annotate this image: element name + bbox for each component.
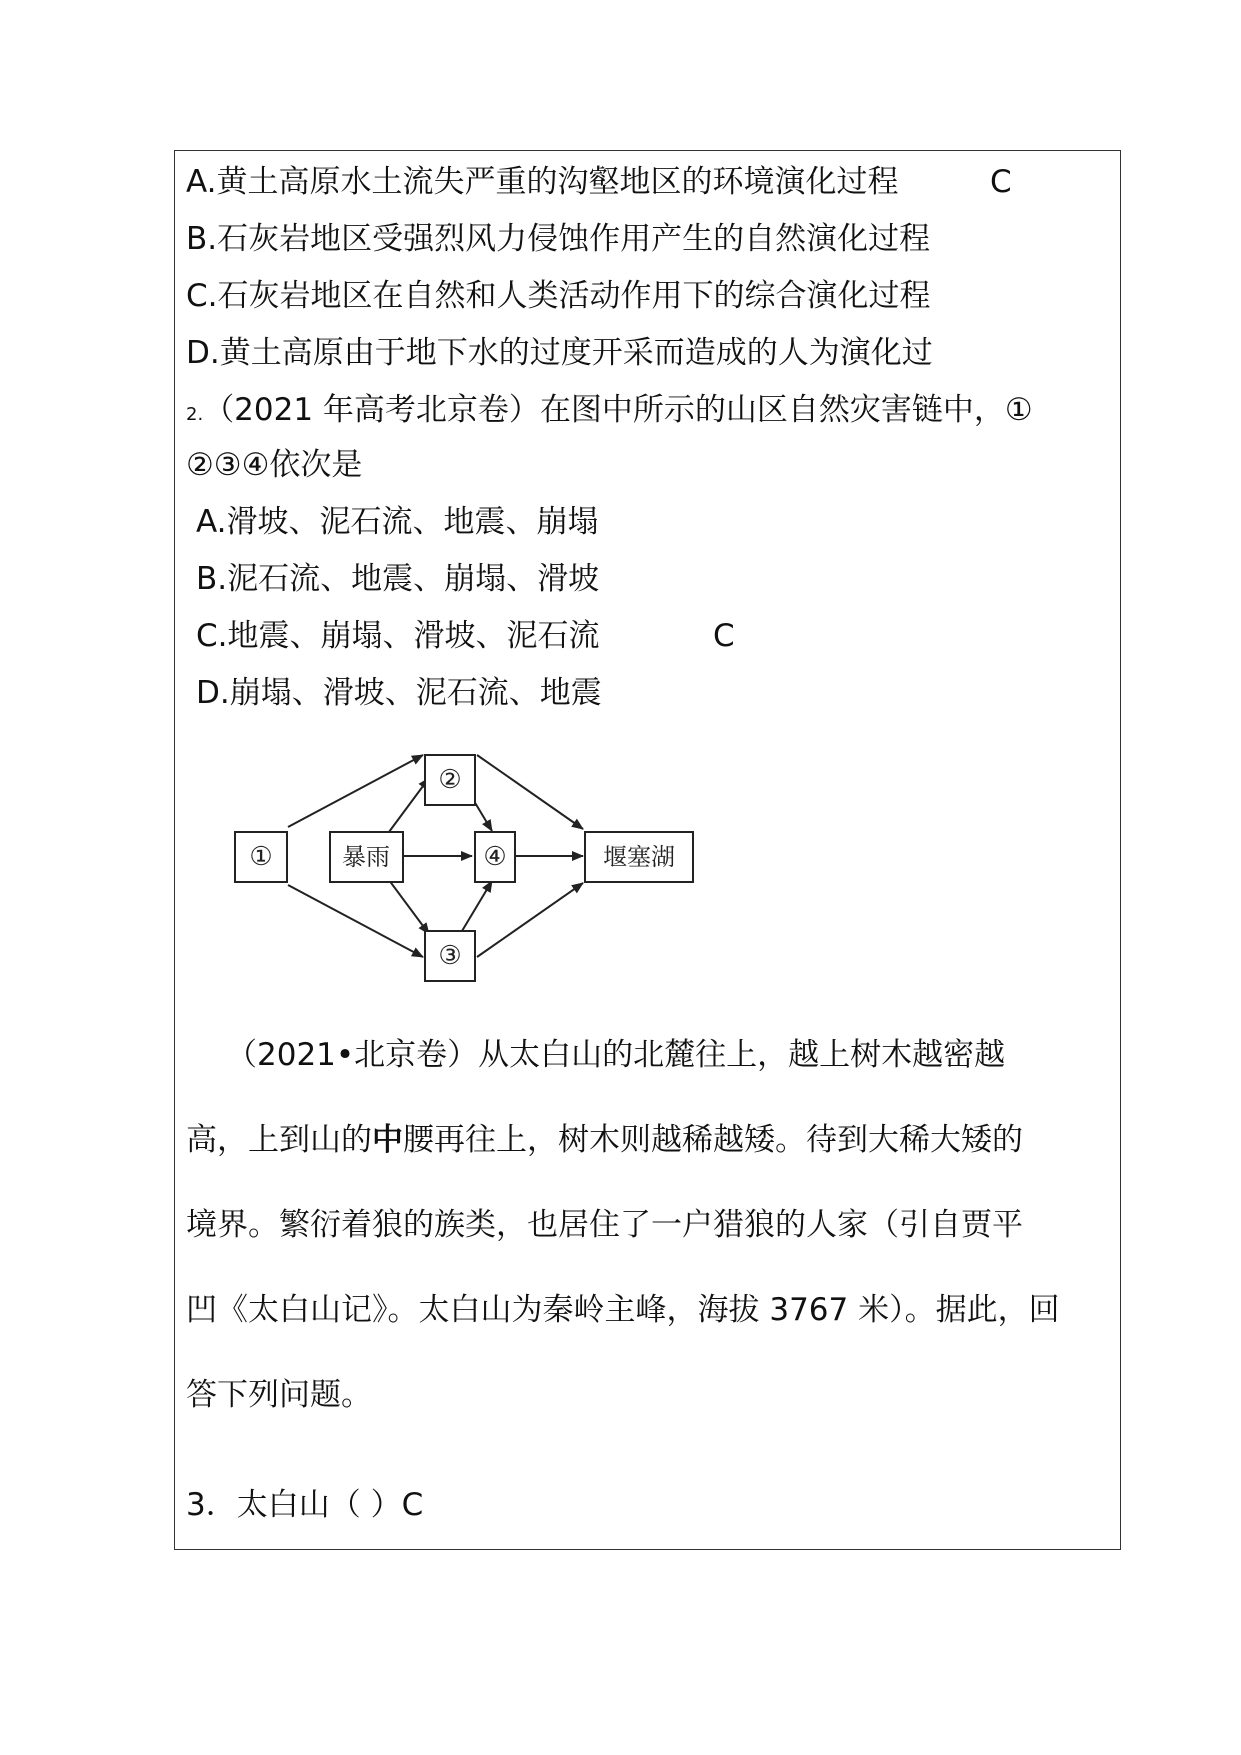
disaster-chain-diagram — [225, 745, 705, 985]
q2-stem-line2: ②③④依次是 — [186, 447, 363, 483]
passage-line4: 凹《太白山记》。太白山为秦岭主峰，海拔 3767 米）。据此，回 — [186, 1292, 1060, 1328]
q3-text: 3．太白山（ ）C — [186, 1487, 424, 1523]
q2-option-a: A.滑坡、泥石流、地震、崩塌 — [196, 504, 599, 540]
arrow-rain-to-2 — [383, 778, 429, 840]
q2-option-b: B.泥石流、地震、崩塌、滑坡 — [196, 561, 600, 597]
passage-line3: 境界。繁衍着狼的族类，也居住了一户猎狼的人家（引自贾平 — [186, 1207, 1023, 1243]
passage-line1: （2021•北京卷）从太白山的北麓往上，越上树木越密越 — [226, 1037, 1006, 1073]
passage-line2-pre: 高，上到山的 — [186, 1122, 372, 1158]
passage-line5: 答下列问题。 — [186, 1377, 372, 1413]
node-1: ① — [249, 842, 273, 872]
passage-line2 — [186, 1120, 1023, 1160]
q2-stem-text: （2021 年高考北京卷）在图中所示的山区自然灾害链中，① — [203, 392, 1033, 428]
arrow-3-to-4 — [462, 881, 492, 931]
arrow-1-to-2 — [288, 755, 423, 827]
q1-option-c: C.石灰岩地区在自然和人类活动作用下的综合演化过程 — [186, 278, 931, 314]
node-3: ③ — [438, 941, 462, 971]
q1-option-a: A.黄土高原水土流失严重的沟壑地区的环境演化过程 — [186, 164, 899, 200]
q2-option-c: C.地震、崩塌、滑坡、泥石流 — [196, 618, 600, 654]
node-2: ② — [438, 765, 462, 795]
arrow-2-to-lake — [477, 755, 583, 829]
q2-number: 2. — [186, 404, 204, 425]
node-lake: 堰塞湖 — [603, 843, 675, 871]
q2-option-d: D.崩塌、滑坡、泥石流、地震 — [196, 675, 602, 711]
node-4: ④ — [483, 842, 507, 872]
arrow-1-to-3 — [288, 885, 423, 957]
passage-line2-post: 腰再往上，树木则越稀越矮。待到大稀大矮的 — [403, 1122, 1023, 1158]
arrow-3-to-lake — [477, 883, 583, 957]
q1-answer: C — [990, 164, 1012, 200]
q2-stem-line1 — [186, 390, 1033, 435]
q2-answer: C — [713, 618, 735, 654]
q1-option-d: D.黄土高原由于地下水的过度开采而造成的人为演化过 — [186, 335, 933, 371]
passage-line2-bold: 中 — [372, 1122, 403, 1158]
q1-option-b: B.石灰岩地区受强烈风力侵蚀作用产生的自然演化过程 — [186, 221, 931, 257]
node-rain: 暴雨 — [342, 843, 390, 871]
